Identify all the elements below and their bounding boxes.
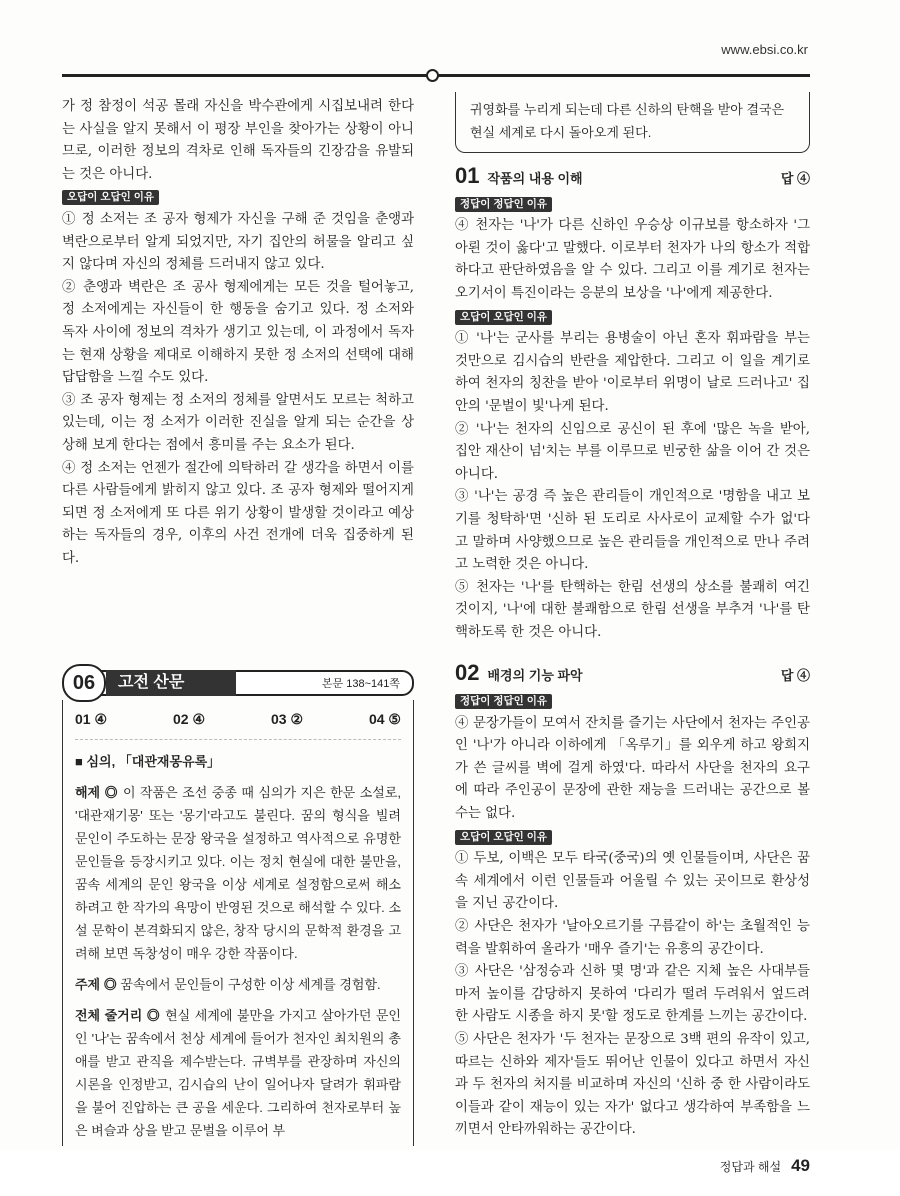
question-02 [455,662,810,1141]
list-item: ② '나'는 천자의 신임으로 공신이 된 후에 '많은 녹을 받아, 집안 재산이 넘'치는 부를 이루므로 빈궁한 삶을 이어 간 것은 아니다. [455,421,810,482]
answer-item: 04 ⑤ [368,711,401,727]
question-number: 02 [455,660,480,686]
right-column [455,165,810,1142]
question-answer: 답 ④ [780,171,810,186]
wrong-reason-tag: 오답이 오답인 이유 [62,190,159,205]
page-footer [455,1156,810,1196]
list-item: ③ 조 공자 형제는 정 소저의 정체를 알면서도 모르는 척하고 있는데, 이는 정 소저가 이러한 진실을 알게 되는 순간을 상상해 보게 한다는 점에서 흥미를 주는 요소가 된다. [62,392,414,453]
plot-continuation-box: 귀영화를 누리게 되는데 다른 신하의 탄핵을 받아 결국은 현실 세계로 다시 돌아오게 된다. [455,92,810,153]
list-item: ② 사단은 천자가 '날아오르기를 구름같이 하'는 초월적인 능력을 발휘하여 올라가 '매우 즐기'는 유흥의 공간이다. [455,919,810,957]
list-item: ② 춘앵과 벽란은 조 공사 형제에게는 모든 것을 털어놓고, 정 소저에게는 자신들이 한 행동을 숨기고 있다. 정 소저와 독자 사이에 정보의 격차가 생기고 있는데, 이 과정에서 독자는 현재 상황을 제대로 이해하지 못한 정 소저의 선택에 대해 답답함을 느낄 수도 있다. [62,279,414,386]
correct-explanation: ④ 문장가들이 모여서 잔치를 즐기는 사단에서 천자는 주인공인 '나'가 아니라 이하에게 「옥루기」를 외우게 하고 왕희지가 쓴 글씨를 벽에 걸게 하였'다. 따라서 사단을 천자의 요구에 따라 주인공이 문장에 관한 재능을 드러내는 공간으로 볼 수는 없다. [455,715,810,822]
question-number: 01 [455,163,480,188]
left-wrapper [62,96,414,1146]
question-01 [455,165,810,644]
page-number: 49 [791,1155,810,1175]
wrong-reason-tag: 오답이 오답인 이유 [455,310,552,325]
haeje-paragraph: 해제 ◎ 이 작품은 조선 중종 때 심의가 지은 한문 소설로, '대관재기몽' 또는 '몽기'라고도 불린다. 꿈의 형식을 빌려 문인이 주도하는 문장 왕국을 설정하고 역사적으로 유명한 문인들을 등장시키고 있다. 이는 정치 현실에 대한 불만을, 꿈속 세계의 문인 왕국을 이상 세계로 설정함으로써 해소하려고 한 작가의 욕망이 반영된 것으로 해석할 수 있다. 소설 문학이 본격화되지 않은, 창작 당시의 문학적 환경을 고려해 보면 독창성이 매우 강한 작품이다. [75,785,401,961]
section-body [62,700,414,1146]
theme-paragraph: 주제 ◎ 꿈속에서 문인들이 구성한 이상 세계를 경험함. [75,977,381,992]
section-06 [62,664,414,1146]
plot-paragraph: 전체 줄거리 ◎ 현실 세계에 불만을 가지고 살아가던 문인인 '나'는 꿈속에서 천상 세계에 들어가 천자인 최치원의 총애를 받고 관직을 제수받는다. 규벽부를 관장하며 자신의 시론을 인정받고, 김시습의 난이 일어나자 달려가 휘파람을 불어 진압하는 큰 공을 세운다. 그리하여 천자로부터 높은 벼슬과 상을 받고 문벌을 이루어 부 [75,1008,401,1138]
answer-item: 01 ④ [75,711,108,727]
work-title: ■ 심의, 「대관재몽유록」 [75,754,221,769]
answer-item: 02 ④ [172,711,206,727]
list-item: ③ 사단은 '삼정승과 신하 몇 명'과 같은 지체 높은 사대부들마저 높이를 감당하지 못하여 '다리가 떨려 두려워서 엎드려 한 사람도 시종을 하지 못'할 정도로 한계를 느끼는 공간이다. [455,964,810,1025]
section-number: 06 [62,664,106,702]
list-item: ① 정 소저는 조 공자 형제가 자신을 구해 준 것임을 춘앵과 벽란으로부터 알게 되었지만, 자기 집안의 허물을 알리고 싶지 않다며 자신의 정체를 드러내지 않고 있다. [62,211,414,273]
section-page-ref: 본문 138~141쪽 [321,678,400,690]
left-column [62,96,414,664]
header-url[interactable]: www.ebsi.co.kr [721,42,808,57]
correct-reason-tag: 정답이 정답인 이유 [455,694,552,709]
section-title: 고전 산문 [106,670,236,696]
list-item: ③ '나'는 공경 즉 높은 관리들이 개인적으로 '명함을 내고 보기를 청탁하'면 '신하 된 도리로 사사로이 교제할 수가 없'다고 말하며 사양했으므로 높은 관리들을 개인적으로 만나 주려고 노력한 것은 아니다. [455,489,810,573]
wrong-reason-tag: 오답이 오답인 이유 [455,830,552,845]
header-rule-dot [426,69,439,82]
answer-key [75,704,401,740]
question-answer: 답 ④ [780,668,810,684]
list-item: ④ 정 소저는 언젠가 절간에 의탁하러 갈 생각을 하면서 이를 다른 사람들에게 밝히지 않고 있다. 조 공자 형제와 떨어지게 되면 정 소저에게 또 다른 위기 상황이 발생할 것이라고 예상하는 독자들의 경우, 이후의 사건 전개에 더욱 집중하게 된다. [62,460,414,566]
question-title: 작품의 내용 이해 [487,171,583,186]
right-wrapper [455,92,810,1196]
question-title: 배경의 기능 파악 [487,668,583,684]
correct-explanation: ④ 천자는 '나'가 다른 신하인 우승상 이규보를 항소하자 '그 아뢴 것이 옳다'고 말했다. 이로부터 천자가 나의 항소가 적합하다고 판단하였음을 알 수 있다. 그리고 이를 계기로 천자는 오기서이 특진이라는 응분의 보상을 '나'에게 제공한다. [455,218,810,301]
answer-item: 03 ② [270,711,303,727]
list-item: ① '나'는 군사를 부리는 용병술이 아닌 혼자 휘파람을 부는 것만으로 김시습의 반란을 제압한다. 그리고 이 일을 계기로 하여 천자의 칭찬을 받아 '이로부터 위명이 날로 드러나고' 집안의 '문벌이 빛'나게 된다. [455,331,810,414]
correct-reason-tag: 정답이 정답인 이유 [455,197,552,212]
list-item: ⑤ 천자는 '나'를 탄핵하는 한림 선생의 상소를 불쾌히 여긴 것이지, '나'에 대한 불쾌함으로 한림 선생을 부추겨 '나'를 탄핵하도록 한 것은 아니다. [455,579,810,640]
footer-label: 정답과 해설 [719,1159,782,1174]
list-item: ① 두보, 이백은 모두 타국(중국)의 옛 인물들이며, 사단은 꿈속 세계에서 이런 인물들과 어울릴 수 있는 곳이므로 환상성을 지닌 공간이다. [455,851,810,912]
intro-paragraph: 가 정 참정이 석공 몰래 자신을 박수관에게 시집보내려 한다는 사실을 알지 못해서 이 평장 부인을 찾아가는 상황이 아니므로, 이러한 정보의 격차로 인해 독자들의 긴장감을 유발되는 것은 아니다. [62,99,414,182]
list-item: ⑤ 사단은 천자가 '두 천자는 문장으로 3백 편의 유작이 있고, 따르는 신하와 제자'들도 뛰어난 인물이 있다고 하면서 자신과 두 천자의 처지를 비교하며 자신의 '신하 중 한 사람이라도 이들과 같이 재능이 있는 자가' 없다고 생각하여 부족함을 느끼면서 안타까워하는 공간이다. [455,1031,810,1138]
section-header [62,664,414,698]
